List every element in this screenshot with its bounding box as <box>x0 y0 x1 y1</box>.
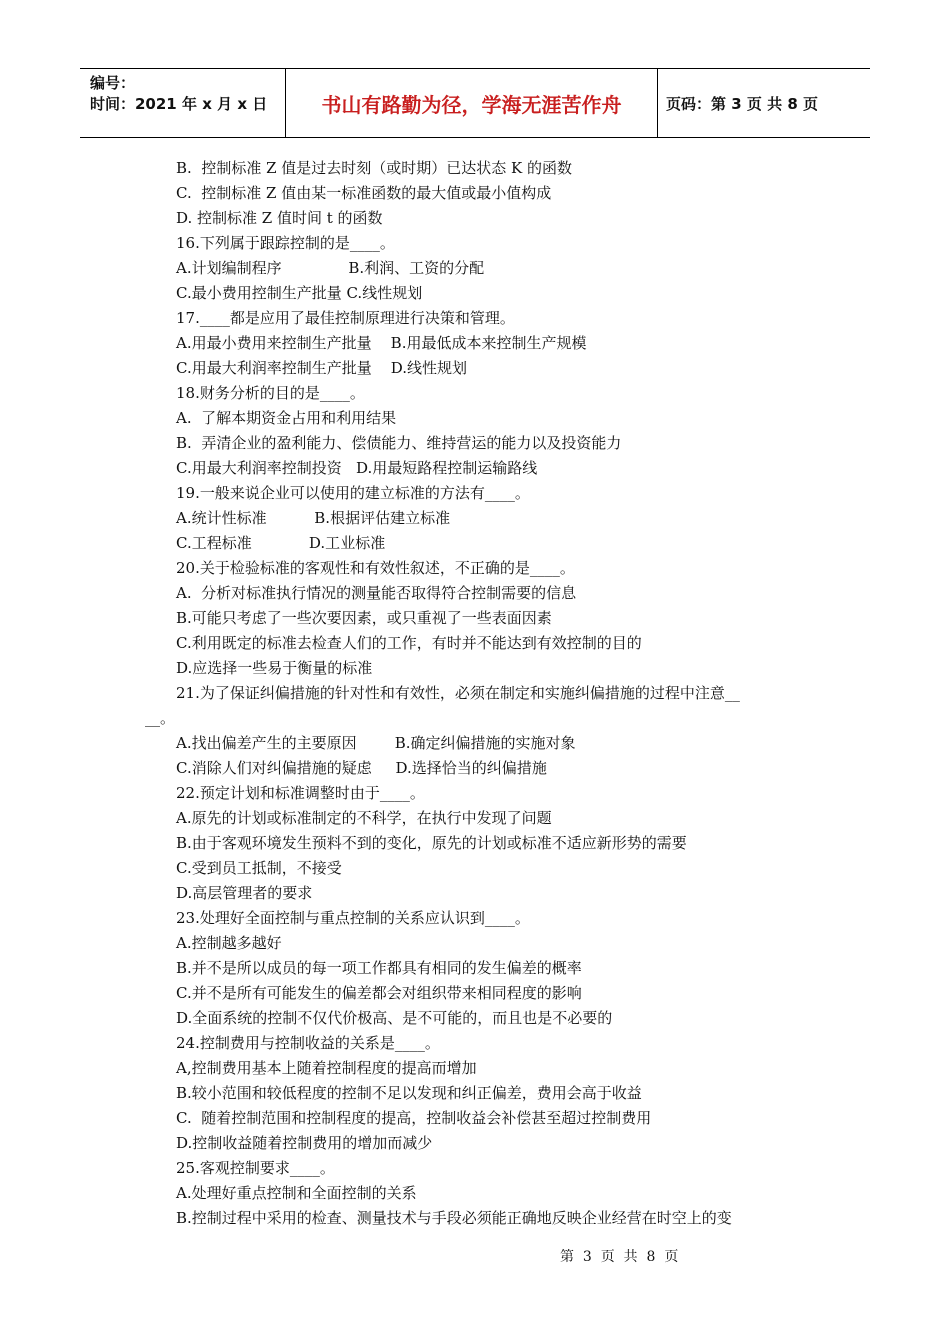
text-line: B.并不是所以成员的每一项工作都具有相同的发生偏差的概率 <box>176 959 582 977</box>
text-line: 18.财务分析的目的是____。 <box>176 384 365 402</box>
text-line: A.处理好重点控制和全面控制的关系 <box>176 1184 417 1202</box>
document-number-label: 编号： <box>90 74 136 92</box>
text-line: B.由于客观环境发生预料不到的变化，原先的计划或标准不适应新形势的需要 <box>176 834 687 852</box>
text-line: B. 弄清企业的盈利能力、偿债能力、维持营运的能力以及投资能力 <box>176 434 622 452</box>
header-motto: 书山有路勤为径，学海无涯苦作舟 <box>286 69 658 137</box>
text-line: 20.关于检验标准的客观性和有效性叙述，不正确的是____。 <box>176 559 575 577</box>
text-line: C. 控制标准 Z 值由某一标准函数的最大值或最小值构成 <box>176 184 552 202</box>
text-line: 16.下列属于跟踪控制的是____。 <box>176 234 395 252</box>
text-line: C.并不是所有可能发生的偏差都会对组织带来相同程度的影响 <box>176 984 582 1002</box>
text-line: 25.客观控制要求____。 <box>176 1159 335 1177</box>
text-line: B.可能只考虑了一些次要因素，或只重视了一些表面因素 <box>176 609 552 627</box>
text-line: 19.一般来说企业可以使用的建立标准的方法有____。 <box>176 484 530 502</box>
text-line: C.工程标准 D.工业标准 <box>176 534 386 552</box>
text-line: A. 分析对标准执行情况的测量能否取得符合控制需要的信息 <box>176 584 577 602</box>
text-line: 17.____都是应用了最佳控制原理进行决策和管理。 <box>176 309 515 327</box>
text-line: A.原先的计划或标准制定的不科学，在执行中发现了问题 <box>176 809 552 827</box>
text-line: D. 控制标准 Z 值时间 t 的函数 <box>176 209 383 227</box>
text-line: B. 控制标准 Z 值是过去时刻（或时期）已达状态 K 的函数 <box>176 159 573 177</box>
text-line: C.用最大利润率控制投资 D.用最短路程控制运输路线 <box>176 459 538 477</box>
text-line: B.较小范围和较低程度的控制不足以发现和纠正偏差，费用会高于收益 <box>176 1084 642 1102</box>
text-line: D.应选择一些易于衡量的标准 <box>176 659 373 677</box>
text-line: A,控制费用基本上随着控制程度的提高而增加 <box>176 1059 477 1077</box>
text-line: A.找出偏差产生的主要原因 B.确定纠偏措施的实施对象 <box>176 734 576 752</box>
page-footer: 第 3 页 共 8 页 <box>560 1249 679 1265</box>
text-line: D.控制收益随着控制费用的增加而减少 <box>176 1134 433 1152</box>
text-line: 24.控制费用与控制收益的关系是____。 <box>176 1034 440 1052</box>
text-line: A.计划编制程序 B.利润、工资的分配 <box>176 259 485 277</box>
header-info-cell <box>80 69 286 137</box>
text-line: C.用最大利润率控制生产批量 D.线性规划 <box>176 359 468 377</box>
text-line: C.消除人们对纠偏措施的疑虑 D.选择恰当的纠偏措施 <box>176 759 547 777</box>
text-line: 22.预定计划和标准调整时由于____。 <box>176 784 425 802</box>
text-line: D.高层管理者的要求 <box>176 884 313 902</box>
text-line: C.利用既定的标准去检查人们的工作，有时并不能达到有效控制的目的 <box>176 634 642 652</box>
text-line: A.统计性标准 B.根据评估建立标准 <box>176 509 451 527</box>
text-line: B.控制过程中采用的检查、测量技术与手段必须能正确地反映企业经营在时空上的变 <box>176 1209 732 1227</box>
header-page-number: 页码：第 3 页 共 8 页 <box>666 94 818 113</box>
text-line: 23.处理好全面控制与重点控制的关系应认识到____。 <box>176 909 530 927</box>
text-line: A.控制越多越好 <box>176 934 282 952</box>
text-line: A. 了解本期资金占用和利用结果 <box>176 409 397 427</box>
text-line: C. 随着控制范围和控制程度的提高，控制收益会补偿甚至超过控制费用 <box>176 1109 652 1127</box>
text-line: C.受到员工抵制，不接受 <box>176 859 342 877</box>
text-line: 21.为了保证纠偏措施的针对性和有效性，必须在制定和实施纠偏措施的过程中注意__ <box>176 684 740 702</box>
text-line: A.用最小费用来控制生产批量 B.用最低成本来控制生产规模 <box>176 334 587 352</box>
document-date-label: 时间：2021 年 x 月 x 日 <box>90 95 268 113</box>
page-header <box>80 68 870 138</box>
text-line: __。 <box>145 709 176 727</box>
text-line: C.最小费用控制生产批量 C.线性规划 <box>176 284 423 302</box>
text-line: D.全面系统的控制不仅代价极高、是不可能的，而且也是不必要的 <box>176 1009 613 1027</box>
